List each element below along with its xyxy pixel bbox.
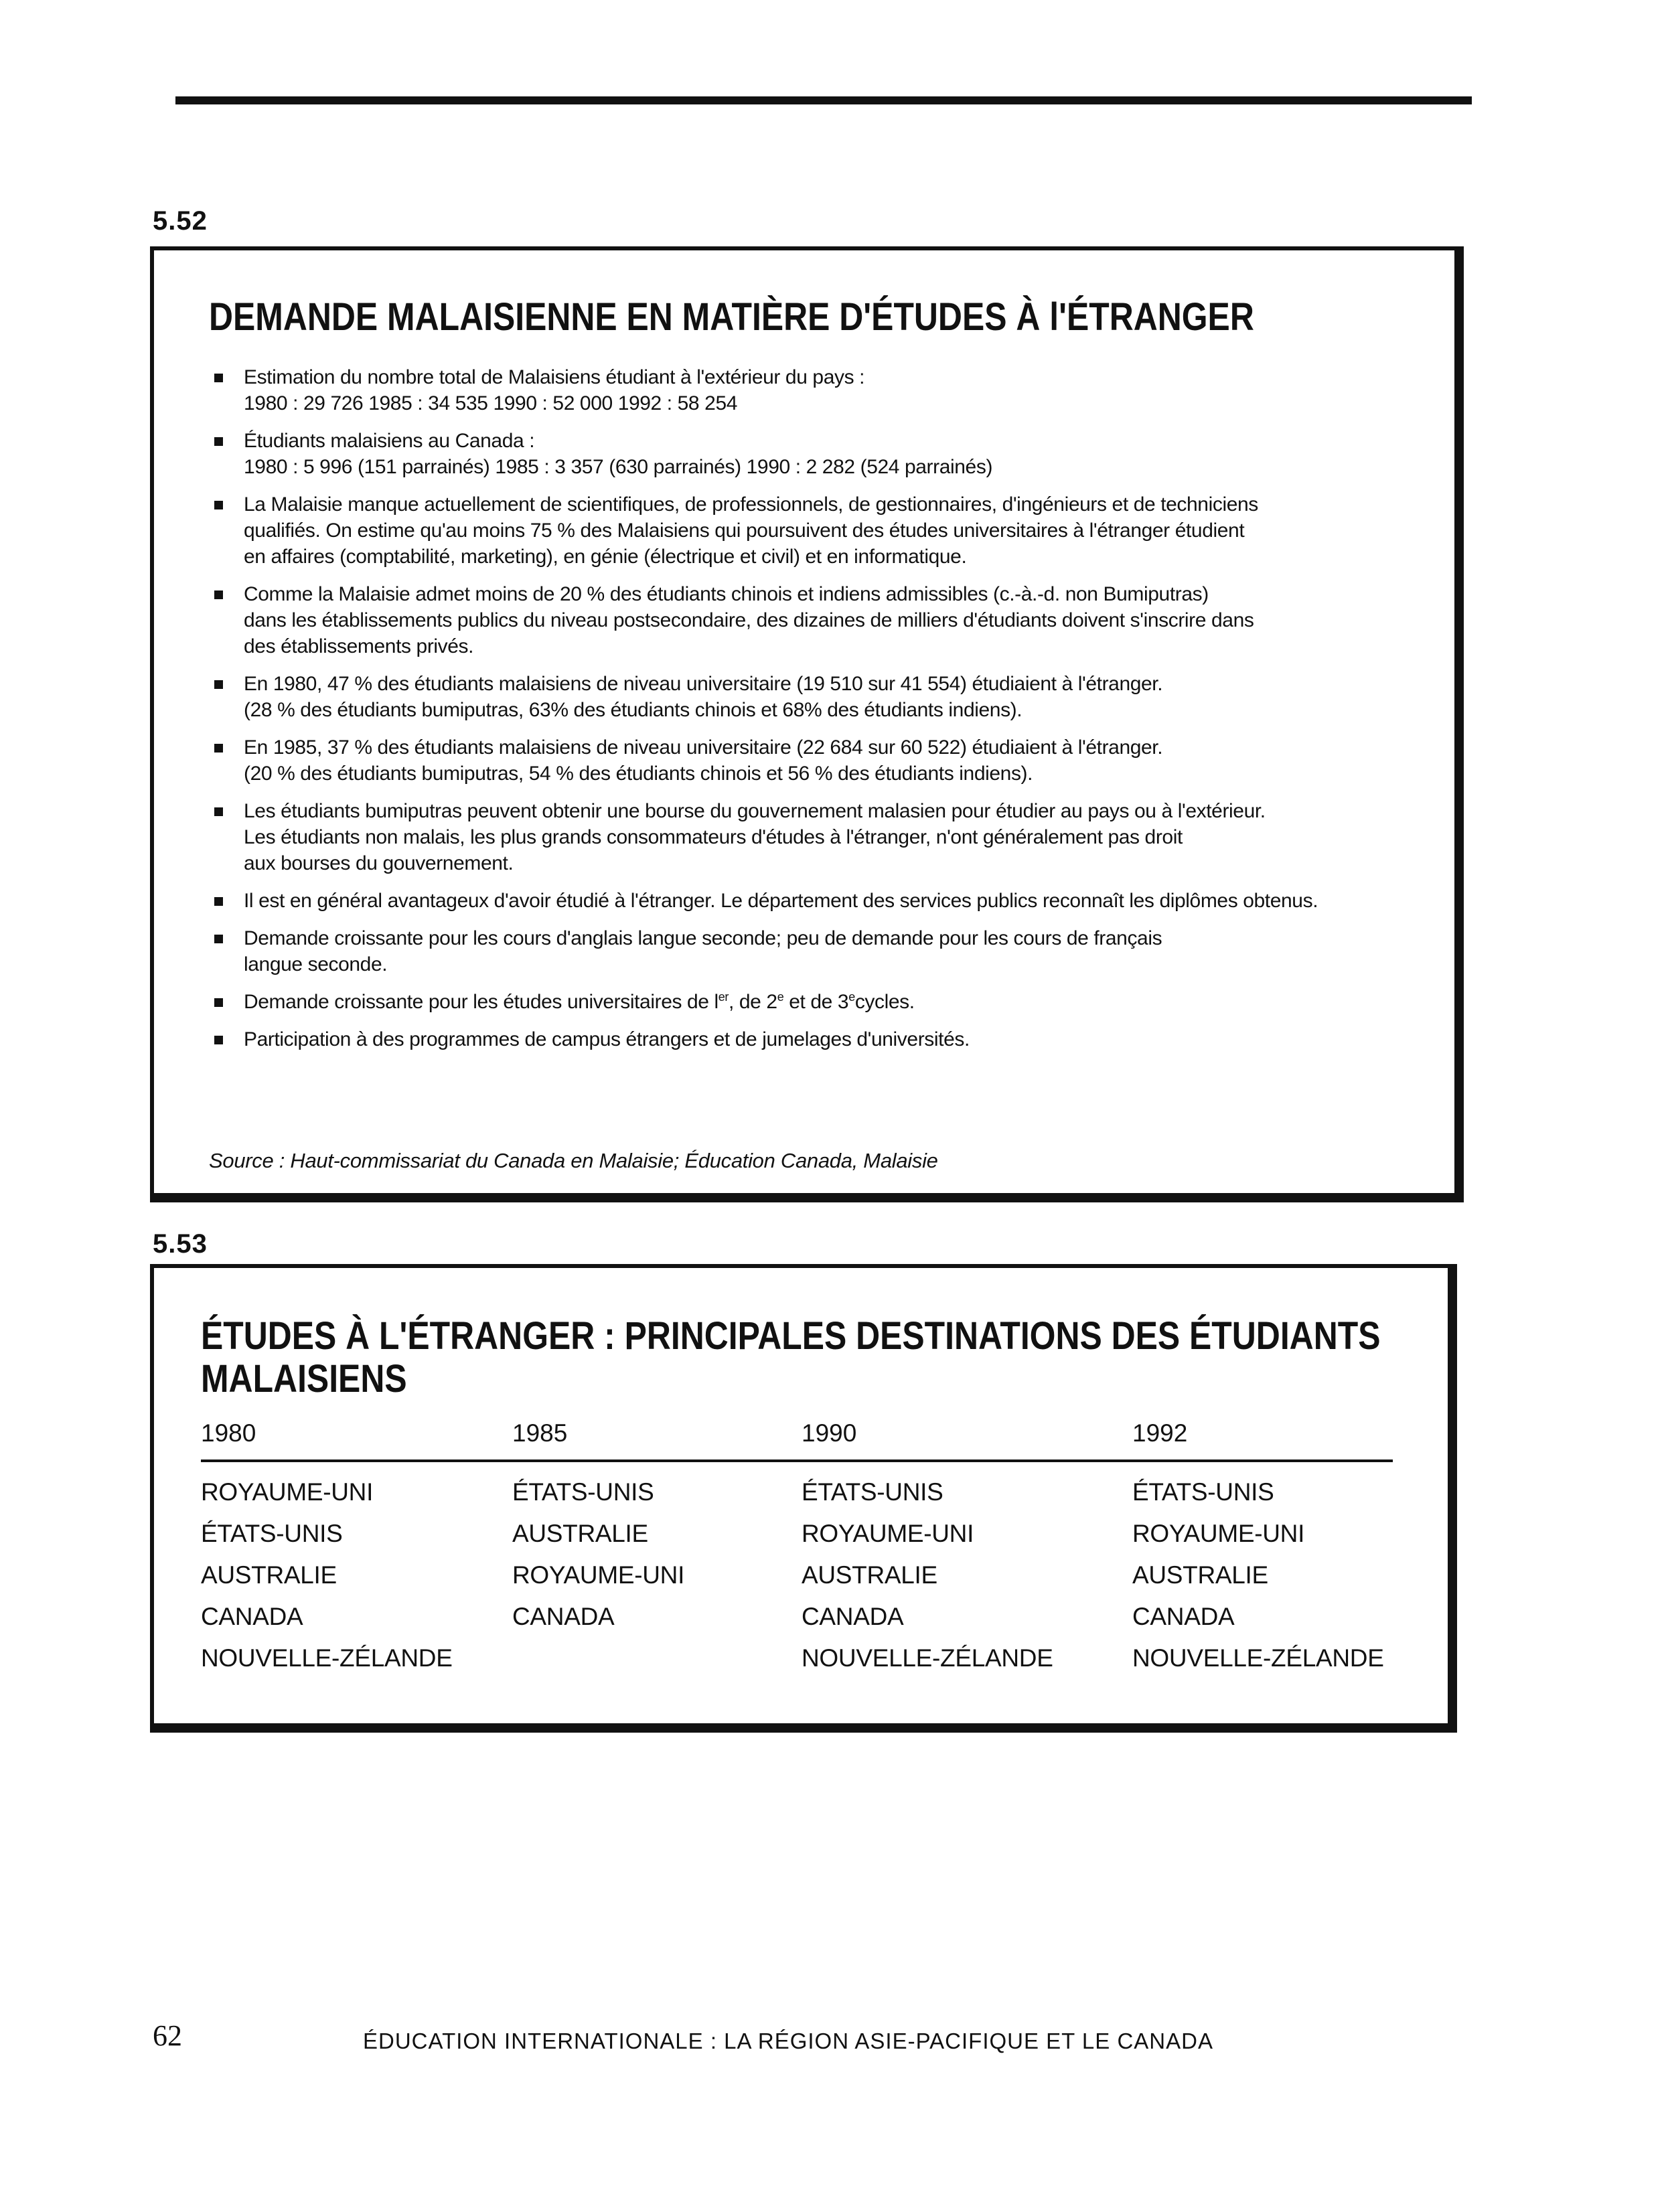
year-header: 1992 [1132,1419,1188,1447]
year-header: 1980 [201,1419,256,1447]
table-cell: CANADA [512,1603,615,1630]
bullet-item: Il est en général avantageux d'avoir étudié à l'étranger. Le département des services publics reconnaît les diplômes obtenus. [209,888,1454,914]
box-title: DEMANDE MALAISIENNE EN MATIÈRE D'ÉTUDES À l'ÉTRANGER [209,295,1254,339]
table-cell: ÉTATS-UNIS [802,1478,943,1506]
section-number: 5.53 [153,1229,208,1259]
table-cell: CANADA [802,1603,904,1630]
table-cell: AUSTRALIE [1132,1561,1268,1589]
table-column [512,1472,802,1679]
box-title-line1: ÉTUDES À L'ÉTRANGER : PRINCIPALES DESTINATIONS DES ÉTUDIANTS [201,1314,1381,1358]
bullet-item: En 1985, 37 % des étudiants malaisiens de niveau universitaire (22 684 sur 60 522) étudiaient à l'étranger. (20 % des étudiants bumiputras, 54 % des étudiants chinois et 56 % des étudiants indiens). [209,734,1454,787]
top-rule [175,96,1472,104]
bullet-item: La Malaisie manque actuellement de scientifiques, de professionnels, de gestionnaires, d'ingénieurs et de techniciens qualifiés. On estime qu'au moins 75 % des Malaisiens qui poursuivent des études universitaires à l'étranger étudient en affaires (comptabilité, marketing), en génie (électrique et civil) et en informatique. [209,491,1454,570]
table-cell: AUSTRALIE [802,1561,937,1589]
superscript: er [718,990,729,1004]
bullet-item: Estimation du nombre total de Malaisiens étudiant à l'extérieur du pays : 1980 : 29 726 1985 : 34 535 1990 : 52 000 1992 : 58 254 [209,364,1454,416]
source-note: Source : Haut-commissariat du Canada en Malaisie; Éducation Canada, Malaisie [209,1149,938,1172]
superscript: e [848,990,855,1004]
table-cell: ROYAUME-UNI [802,1520,974,1547]
bullet-item: Étudiants malaisiens au Canada : 1980 : 5 996 (151 parrainés) 1985 : 3 357 (630 parrainés) 1990 : 2 282 (524 parrainés) [209,428,1454,480]
table-column [802,1472,1132,1679]
page-number: 62 [153,2019,182,2052]
year-header: 1990 [802,1419,857,1447]
cycles-text: Demande croissante pour les études universitaires de l [244,991,718,1013]
table-cell: ROYAUME-UNI [1132,1520,1305,1547]
bullet-list [209,364,1454,1064]
cycles-text: , de 2 [729,991,777,1013]
cycles-text: et de 3 [783,991,849,1013]
footer-title: ÉDUCATION INTERNATIONALE : LA RÉGION ASIE-PACIFIQUE ET LE CANADA [363,2029,1213,2053]
box-title-line2: MALAISIENS [201,1357,407,1401]
bullet-item: Demande croissante pour les cours d'anglais langue seconde; peu de demande pour les cours de français langue seconde. [209,925,1454,977]
cycles-text: cycles. [854,991,915,1013]
year-header: 1985 [512,1419,568,1447]
table-cell: ÉTATS-UNIS [512,1478,654,1506]
section-number: 5.52 [153,206,208,236]
bullet-item-cycles [209,989,1454,1015]
table-cell: AUSTRALIE [201,1561,337,1589]
bullet-item: Comme la Malaisie admet moins de 20 % des étudiants chinois et indiens admissibles (c.-à.-d. non Bumiputras) dans les établissements publics du niveau postsecondaire, des dizaines de milliers d'étudiants doivent s'inscrire dans des établissements privés. [209,581,1454,659]
bullet-item: Participation à des programmes de campus étrangers et de jumelages d'universités. [209,1026,1454,1052]
table-cell: CANADA [201,1603,303,1630]
destinations-table [201,1419,1393,1679]
table-column [1132,1472,1393,1679]
table-cell: ÉTATS-UNIS [201,1520,343,1547]
table-body [201,1462,1393,1679]
table-cell: ROYAUME-UNI [512,1561,685,1589]
table-cell: NOUVELLE-ZÉLANDE [201,1644,453,1672]
bullet-item: En 1980, 47 % des étudiants malaisiens de niveau universitaire (19 510 sur 41 554) étudiaient à l'étranger. (28 % des étudiants bumiputras, 63% des étudiants chinois et 68% des étudiants indiens). [209,671,1454,723]
demand-box [150,246,1464,1202]
table-cell: ÉTATS-UNIS [1132,1478,1274,1506]
table-column [201,1472,512,1679]
table-cell: CANADA [1132,1603,1235,1630]
superscript: e [777,990,784,1004]
bullet-item: Les étudiants bumiputras peuvent obtenir une bourse du gouvernement malasien pour étudier au pays ou à l'extérieur. Les étudiants non malais, les plus grands consommateurs d'études à l'étranger, n'ont généralement pas droit aux bourses du gouvernement. [209,798,1454,876]
table-cell: AUSTRALIE [512,1520,648,1547]
table-cell: ROYAUME-UNI [201,1478,374,1506]
table-cell: NOUVELLE-ZÉLANDE [1132,1644,1384,1672]
table-header [201,1419,1393,1462]
table-cell: NOUVELLE-ZÉLANDE [802,1644,1053,1672]
